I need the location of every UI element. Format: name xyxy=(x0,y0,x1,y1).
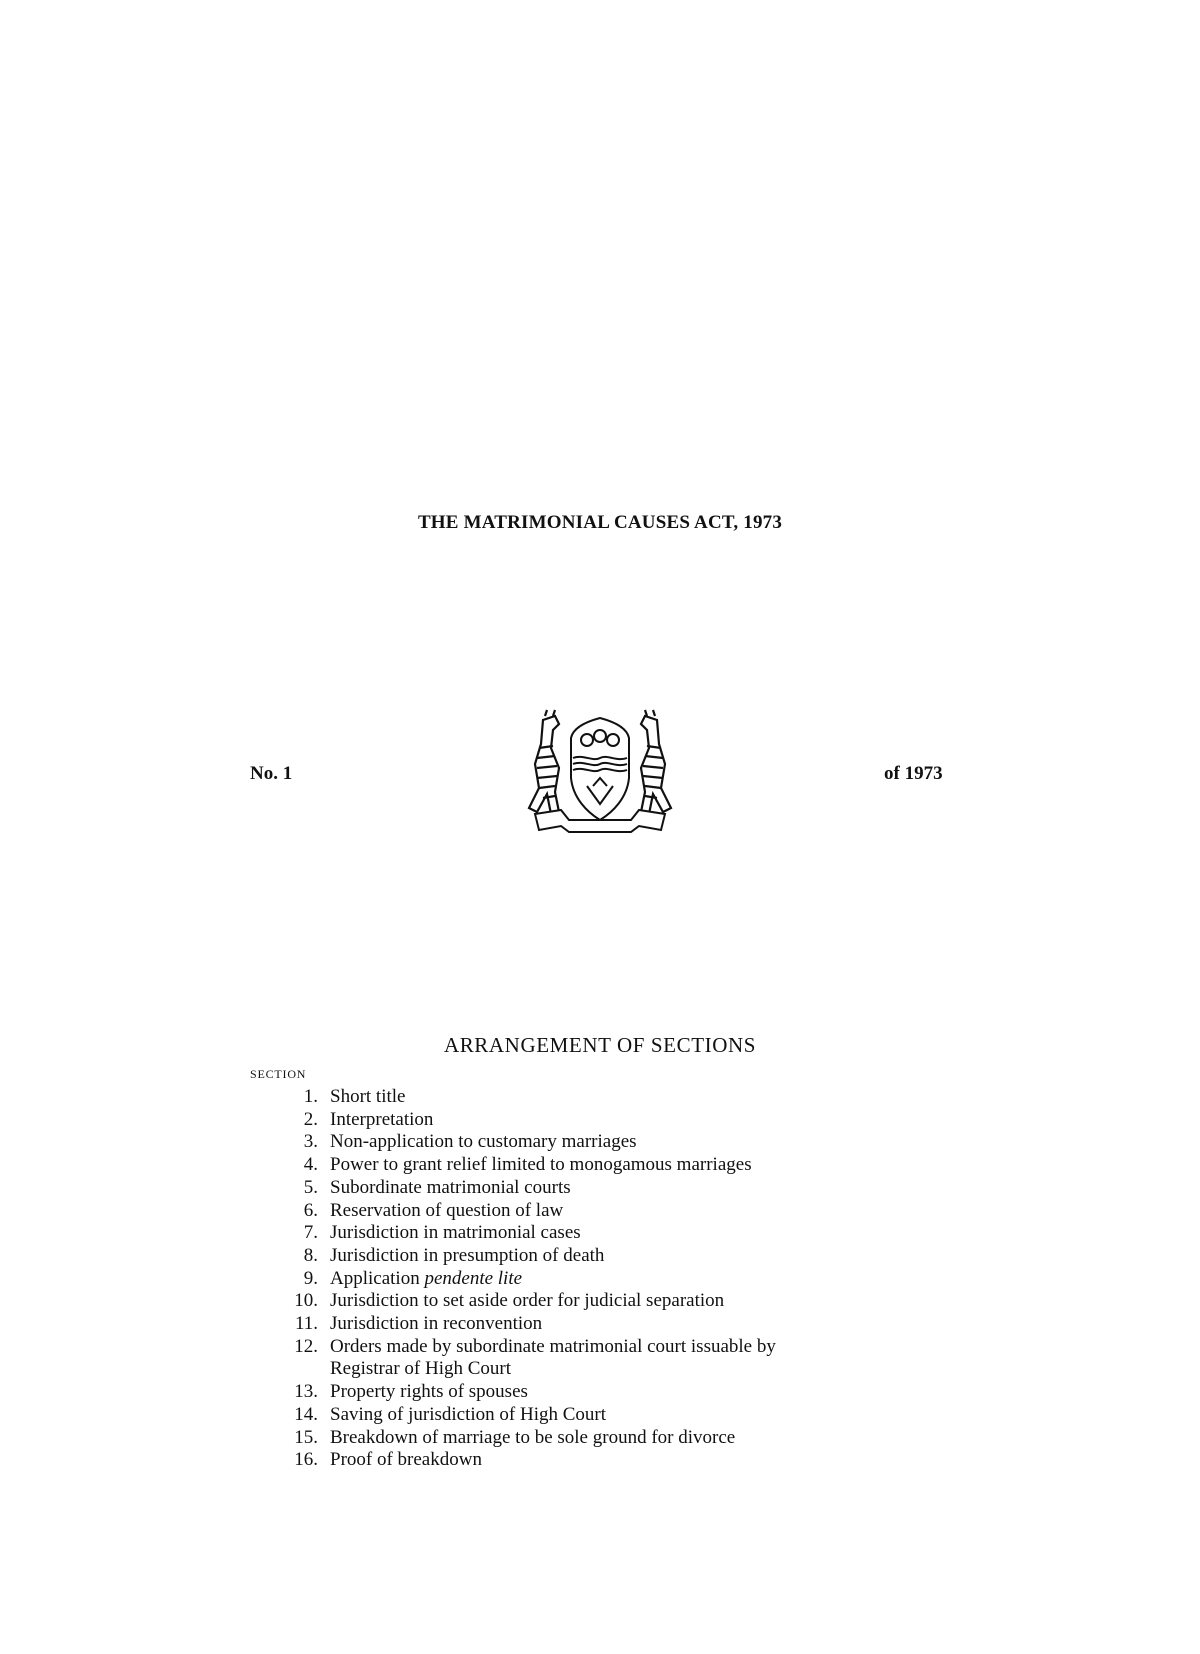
left-zebra-supporter xyxy=(529,710,559,814)
sections-list xyxy=(270,1086,920,1472)
section-title: Property rights of spouses xyxy=(330,1381,528,1403)
section-title: Saving of jurisdiction of High Court xyxy=(330,1403,607,1425)
section-number: 14. xyxy=(294,1403,318,1425)
right-zebra-supporter xyxy=(641,710,671,814)
act-title: THE MATRIMONIAL CAUSES ACT, 1973 xyxy=(417,512,783,533)
section-title: Power to grant relief limited to monogamous marriages xyxy=(330,1154,752,1176)
section-title: Jurisdiction in matrimonial cases xyxy=(330,1222,581,1244)
list-item xyxy=(270,1200,920,1223)
section-number: 9. xyxy=(303,1267,318,1289)
act-year: of 1973 xyxy=(884,763,943,784)
coat-of-arms-emblem xyxy=(515,708,685,836)
section-title-italic: pendente lite xyxy=(424,1267,523,1289)
section-number: 4. xyxy=(303,1154,318,1176)
section-number: 6. xyxy=(303,1199,318,1221)
list-item xyxy=(270,1290,920,1313)
list-item xyxy=(270,1427,920,1450)
section-number: 11. xyxy=(294,1313,318,1335)
act-number: No. 1 xyxy=(250,763,293,784)
list-item xyxy=(270,1131,920,1154)
list-item xyxy=(270,1336,920,1381)
section-title: Short title xyxy=(330,1086,406,1107)
section-title: Proof of breakdown xyxy=(330,1449,482,1471)
section-title-with-italic xyxy=(330,1268,920,1291)
section-title: Application xyxy=(330,1267,420,1289)
section-number: 10. xyxy=(294,1290,318,1312)
list-item xyxy=(270,1109,920,1132)
section-number: 2. xyxy=(303,1108,318,1130)
list-item xyxy=(270,1268,920,1291)
section-title: Jurisdiction to set aside order for judicial separation xyxy=(330,1290,725,1312)
section-number: 1. xyxy=(303,1086,318,1107)
section-title-multiline xyxy=(330,1336,920,1381)
shield xyxy=(571,718,629,820)
section-number: 7. xyxy=(303,1222,318,1244)
section-title: Non-application to customary marriages xyxy=(330,1131,637,1153)
list-item xyxy=(270,1245,920,1268)
list-item xyxy=(270,1177,920,1200)
list-item xyxy=(270,1222,920,1245)
section-number: 12. xyxy=(294,1335,318,1357)
section-number: 5. xyxy=(303,1176,318,1198)
section-number: 8. xyxy=(303,1244,318,1266)
section-title-continued: Registrar of High Court xyxy=(330,1358,512,1380)
list-item xyxy=(270,1154,920,1177)
section-title: Subordinate matrimonial courts xyxy=(330,1176,571,1198)
section-number: 16. xyxy=(294,1449,318,1471)
list-item xyxy=(270,1381,920,1404)
section-label: SECTION xyxy=(250,1067,307,1081)
section-title: Interpretation xyxy=(330,1108,434,1130)
list-item xyxy=(270,1449,920,1472)
section-number: 3. xyxy=(303,1131,318,1153)
arrangement-heading: ARRANGEMENT OF SECTIONS xyxy=(443,1033,757,1057)
section-title: Jurisdiction in presumption of death xyxy=(330,1244,605,1266)
section-number: 15. xyxy=(294,1426,318,1448)
list-item xyxy=(270,1404,920,1427)
list-item xyxy=(270,1313,920,1336)
section-title: Breakdown of marriage to be sole ground for divorce xyxy=(330,1426,736,1448)
section-title: Jurisdiction in reconvention xyxy=(330,1313,543,1335)
section-title: Orders made by subordinate matrimonial court issuable by xyxy=(330,1335,776,1357)
section-title: Reservation of question of law xyxy=(330,1199,564,1221)
section-number: 13. xyxy=(294,1381,318,1403)
list-item xyxy=(270,1086,920,1109)
